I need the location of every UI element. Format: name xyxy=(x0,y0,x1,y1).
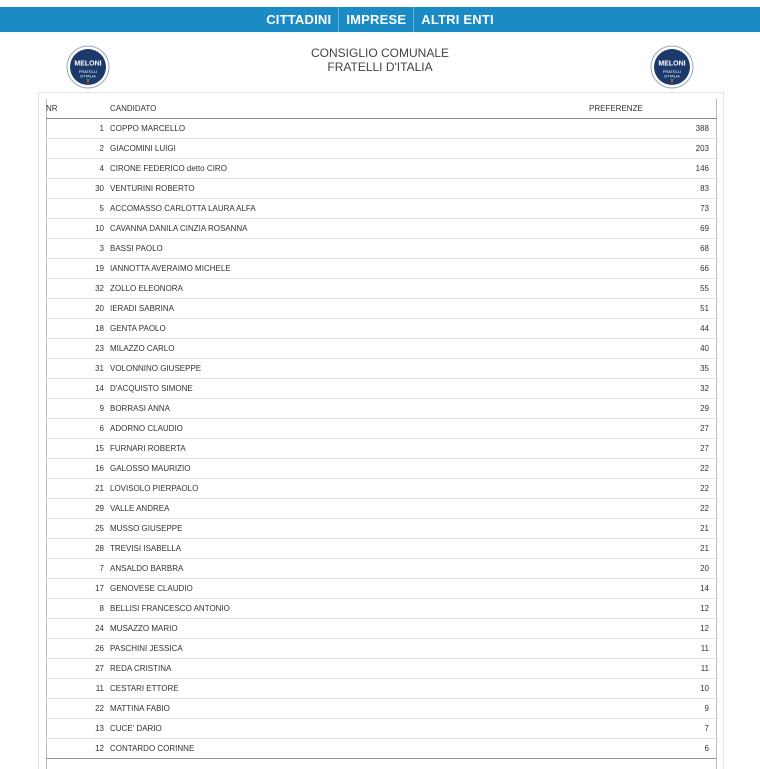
row-preferences: 20 xyxy=(589,559,717,579)
row-preferences: 14 xyxy=(589,579,717,599)
row-nr: 21 xyxy=(46,479,110,499)
row-nr: 24 xyxy=(46,619,110,639)
row-nr: 22 xyxy=(46,699,110,719)
table-row xyxy=(46,739,717,759)
main-nav xyxy=(259,7,501,32)
row-nr: 26 xyxy=(46,639,110,659)
row-candidate-name: COPPO MARCELLO xyxy=(110,119,589,139)
logo-right-text-top: MELONI xyxy=(658,60,686,68)
table-row xyxy=(46,139,717,159)
row-nr: 8 xyxy=(46,599,110,619)
table-row xyxy=(46,719,717,739)
table-body xyxy=(46,119,717,759)
row-nr: 29 xyxy=(46,499,110,519)
table-row xyxy=(46,459,717,479)
party-logo-left-icon xyxy=(66,45,110,89)
table-row xyxy=(46,359,717,379)
row-preferences: 32 xyxy=(589,379,717,399)
row-preferences: 12 xyxy=(589,619,717,639)
row-nr: 18 xyxy=(46,319,110,339)
results-table xyxy=(46,99,717,759)
table-row xyxy=(46,159,717,179)
table-row xyxy=(46,399,717,419)
row-candidate-name: GENOVESE CLAUDIO xyxy=(110,579,589,599)
table-row xyxy=(46,439,717,459)
row-preferences: 73 xyxy=(589,199,717,219)
row-candidate-name: BELLISI FRANCESCO ANTONIO xyxy=(110,599,589,619)
row-candidate-name: REDA CRISTINA xyxy=(110,659,589,679)
table-row xyxy=(46,599,717,619)
title-line-1: CONSIGLIO COMUNALE xyxy=(310,46,450,60)
row-preferences: 40 xyxy=(589,339,717,359)
table-row xyxy=(46,379,717,399)
row-preferences: 11 xyxy=(589,659,717,679)
row-preferences: 203 xyxy=(589,139,717,159)
row-preferences: 69 xyxy=(589,219,717,239)
row-preferences: 146 xyxy=(589,159,717,179)
row-nr: 23 xyxy=(46,339,110,359)
row-nr: 14 xyxy=(46,379,110,399)
row-preferences: 22 xyxy=(589,499,717,519)
row-nr: 15 xyxy=(46,439,110,459)
row-preferences: 22 xyxy=(589,459,717,479)
table-row xyxy=(46,679,717,699)
table-row xyxy=(46,619,717,639)
row-preferences: 51 xyxy=(589,299,717,319)
row-candidate-name: ZOLLO ELEONORA xyxy=(110,279,589,299)
row-nr: 19 xyxy=(46,259,110,279)
row-candidate-name: MUSAZZO MARIO xyxy=(110,619,589,639)
row-preferences: 22 xyxy=(589,479,717,499)
page-title xyxy=(180,46,580,74)
row-candidate-name: BASSI PAOLO xyxy=(110,239,589,259)
table-row xyxy=(46,219,717,239)
row-candidate-name: LOVISOLO PIERPAOLO xyxy=(110,479,589,499)
row-nr: 30 xyxy=(46,179,110,199)
row-nr: 2 xyxy=(46,139,110,159)
row-preferences: 10 xyxy=(589,679,717,699)
row-nr: 1 xyxy=(46,119,110,139)
table-row xyxy=(46,179,717,199)
table-row xyxy=(46,659,717,679)
table-row xyxy=(46,259,717,279)
header-candidato: CANDIDATO xyxy=(110,99,589,119)
row-nr: 7 xyxy=(46,559,110,579)
nav-imprese[interactable]: IMPRESE xyxy=(338,7,413,32)
row-nr: 9 xyxy=(46,399,110,419)
row-candidate-name: CONTARDO CORINNE xyxy=(110,739,589,759)
row-nr: 11 xyxy=(46,679,110,699)
row-candidate-name: MILAZZO CARLO xyxy=(110,339,589,359)
row-candidate-name: GALOSSO MAURIZIO xyxy=(110,459,589,479)
row-candidate-name: IERADI SABRINA xyxy=(110,299,589,319)
table-row xyxy=(46,199,717,219)
row-nr: 10 xyxy=(46,219,110,239)
nav-altri-enti[interactable]: ALTRI ENTI xyxy=(413,7,501,32)
row-preferences: 27 xyxy=(589,439,717,459)
row-preferences: 21 xyxy=(589,519,717,539)
page-header xyxy=(0,40,760,94)
row-preferences: 66 xyxy=(589,259,717,279)
row-candidate-name: FURNARI ROBERTA xyxy=(110,439,589,459)
row-candidate-name: D'ACQUISTO SIMONE xyxy=(110,379,589,399)
row-preferences: 7 xyxy=(589,719,717,739)
table-row xyxy=(46,639,717,659)
row-candidate-name: BORRASI ANNA xyxy=(110,399,589,419)
row-nr: 17 xyxy=(46,579,110,599)
row-candidate-name: CAVANNA DANILA CINZIA ROSANNA xyxy=(110,219,589,239)
row-candidate-name: CIRONE FEDERICO detto CIRO xyxy=(110,159,589,179)
row-candidate-name: GENTA PAOLO xyxy=(110,319,589,339)
row-nr: 27 xyxy=(46,659,110,679)
row-nr: 5 xyxy=(46,199,110,219)
row-preferences: 29 xyxy=(589,399,717,419)
party-logo-right-icon xyxy=(650,45,694,89)
logo-left-text-bot: D'ITALIA xyxy=(80,73,96,79)
row-nr: 32 xyxy=(46,279,110,299)
row-preferences: 21 xyxy=(589,539,717,559)
row-preferences: 68 xyxy=(589,239,717,259)
table-row xyxy=(46,419,717,439)
table-row xyxy=(46,559,717,579)
logo-right-text-bot: D'ITALIA xyxy=(664,73,680,79)
row-nr: 25 xyxy=(46,519,110,539)
row-nr: 12 xyxy=(46,739,110,759)
row-nr: 13 xyxy=(46,719,110,739)
row-preferences: 44 xyxy=(589,319,717,339)
table-header-row xyxy=(46,99,717,119)
row-candidate-name: ANSALDO BARBRA xyxy=(110,559,589,579)
table-row xyxy=(46,319,717,339)
row-candidate-name: PASCHINI JESSICA xyxy=(110,639,589,659)
row-preferences: 27 xyxy=(589,419,717,439)
row-preferences: 55 xyxy=(589,279,717,299)
row-candidate-name: CESTARI ETTORE xyxy=(110,679,589,699)
row-candidate-name: MUSSO GIUSEPPE xyxy=(110,519,589,539)
logo-right-text-mid: FRATELLI xyxy=(662,69,682,74)
row-nr: 28 xyxy=(46,539,110,559)
table-row xyxy=(46,479,717,499)
row-nr: 20 xyxy=(46,299,110,319)
row-preferences: 35 xyxy=(589,359,717,379)
row-nr: 3 xyxy=(46,239,110,259)
table-row xyxy=(46,119,717,139)
row-candidate-name: CUCE' DARIO xyxy=(110,719,589,739)
row-candidate-name: MATTINA FABIO xyxy=(110,699,589,719)
row-nr: 6 xyxy=(46,419,110,439)
table-row xyxy=(46,579,717,599)
table-row xyxy=(46,539,717,559)
table-row xyxy=(46,299,717,319)
table-row xyxy=(46,239,717,259)
logo-left-text-mid: FRATELLI xyxy=(78,69,98,74)
table-row xyxy=(46,499,717,519)
header-nr: NR xyxy=(46,99,110,119)
row-preferences: 388 xyxy=(589,119,717,139)
nav-cittadini[interactable]: CITTADINI xyxy=(266,12,332,27)
title-line-2: FRATELLI D'ITALIA xyxy=(327,60,433,74)
table-row xyxy=(46,339,717,359)
table-row xyxy=(46,519,717,539)
row-candidate-name: IANNOTTA AVERAIMO MICHELE xyxy=(110,259,589,279)
row-preferences: 9 xyxy=(589,699,717,719)
table-row xyxy=(46,699,717,719)
row-preferences: 12 xyxy=(589,599,717,619)
row-nr: 16 xyxy=(46,459,110,479)
row-nr: 31 xyxy=(46,359,110,379)
header-preferenze: PREFERENZE xyxy=(589,99,717,119)
results-panel xyxy=(38,92,724,769)
row-preferences: 6 xyxy=(589,739,717,759)
row-candidate-name: VOLONNINO GIUSEPPE xyxy=(110,359,589,379)
top-navigation-bar xyxy=(0,7,760,32)
row-candidate-name: TREVISI ISABELLA xyxy=(110,539,589,559)
table-row xyxy=(46,279,717,299)
row-candidate-name: ADORNO CLAUDIO xyxy=(110,419,589,439)
row-preferences: 83 xyxy=(589,179,717,199)
row-nr: 4 xyxy=(46,159,110,179)
logo-left-text-top: MELONI xyxy=(74,60,102,68)
row-candidate-name: GIACOMINI LUIGI xyxy=(110,139,589,159)
row-preferences: 11 xyxy=(589,639,717,659)
row-candidate-name: VENTURINI ROBERTO xyxy=(110,179,589,199)
row-candidate-name: VALLE ANDREA xyxy=(110,499,589,519)
row-candidate-name: ACCOMASSO CARLOTTA LAURA ALFA xyxy=(110,199,589,219)
